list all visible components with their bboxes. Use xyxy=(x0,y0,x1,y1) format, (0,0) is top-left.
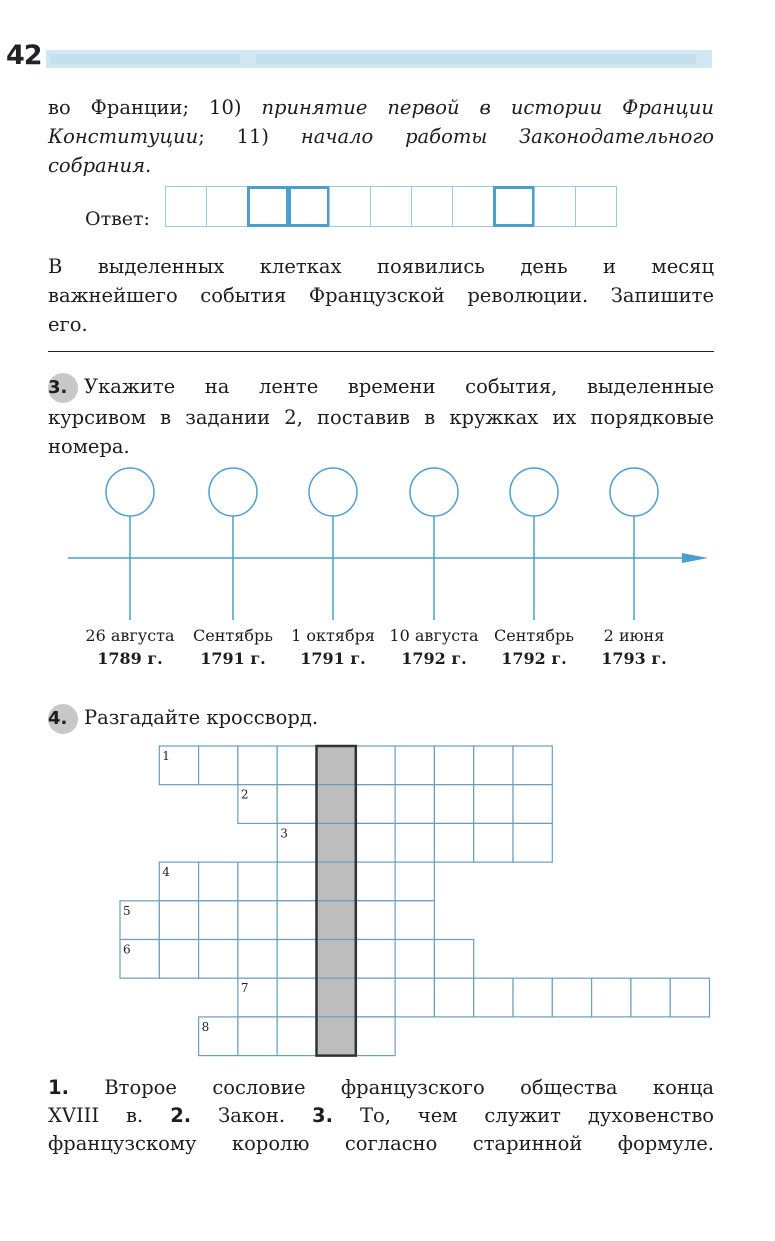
answer-cell[interactable] xyxy=(370,186,412,227)
header-band xyxy=(46,46,712,72)
note-line2: важнейшего события Французской революции. Запишите xyxy=(48,284,714,307)
clue1-num: 1. xyxy=(48,1076,69,1099)
clue2-num: 2. xyxy=(170,1104,192,1127)
answer-cell[interactable] xyxy=(534,186,576,227)
crossword-cell[interactable] xyxy=(474,823,513,862)
crossword-cell[interactable] xyxy=(513,746,552,785)
answer-cell[interactable] xyxy=(165,186,207,227)
answer-cell[interactable] xyxy=(411,186,453,227)
crossword-cell[interactable] xyxy=(395,940,434,979)
crossword-cell[interactable] xyxy=(395,785,434,824)
intro-line3: собрания. xyxy=(48,154,152,177)
crossword-cell[interactable] xyxy=(356,746,395,785)
timeline-label xyxy=(494,624,574,670)
crossword xyxy=(0,740,775,1070)
task3-badge: 3. xyxy=(48,373,78,403)
answer-cell[interactable] xyxy=(452,186,494,227)
answer-cell-highlighted[interactable] xyxy=(493,186,535,227)
crossword-cell-key[interactable] xyxy=(317,785,356,824)
note-line1: В выделенных клетках появились день и месяц xyxy=(48,255,714,278)
intro-paragraph xyxy=(48,93,714,180)
crossword-cell[interactable] xyxy=(513,978,552,1017)
timeline-label-date: Сентябрь xyxy=(193,626,273,645)
clue1-b: XVIII в. xyxy=(48,1104,144,1127)
task4-text: Разгадайте кроссворд. xyxy=(84,706,319,729)
crossword-cell[interactable] xyxy=(277,940,316,979)
answer-cell-highlighted[interactable] xyxy=(288,186,330,227)
answer-cell[interactable] xyxy=(329,186,371,227)
crossword-number: 5 xyxy=(123,903,131,918)
intro-line2-a: Конституции xyxy=(48,125,199,148)
crossword-cell[interactable] xyxy=(356,785,395,824)
timeline-label-year: 1791 г. xyxy=(200,649,266,668)
crossword-cell[interactable] xyxy=(434,823,473,862)
crossword-cell[interactable] xyxy=(356,940,395,979)
crossword-cell[interactable] xyxy=(356,978,395,1017)
crossword-cell[interactable] xyxy=(395,978,434,1017)
crossword-cell[interactable] xyxy=(277,978,316,1017)
timeline-label-date: 1 октября xyxy=(291,626,375,645)
crossword-cell[interactable] xyxy=(395,901,434,940)
crossword-cell[interactable] xyxy=(199,901,238,940)
crossword-number: 4 xyxy=(162,865,170,880)
crossword-cell[interactable] xyxy=(395,823,434,862)
timeline xyxy=(0,460,775,630)
clue1-a: Второе сословие французского общества конца xyxy=(104,1076,714,1099)
crossword-cell[interactable] xyxy=(513,785,552,824)
timeline-label-date: 2 июня xyxy=(603,626,665,645)
timeline-label xyxy=(291,624,375,670)
crossword-number: 1 xyxy=(162,749,170,763)
timeline-label-year: 1789 г. xyxy=(97,649,163,668)
task3-line3: номера. xyxy=(48,435,130,458)
crossword-cell-key[interactable] xyxy=(317,978,356,1017)
answer-cell[interactable] xyxy=(575,186,617,227)
answer-cell-highlighted[interactable] xyxy=(247,186,289,227)
task4-badge: 4. xyxy=(48,704,78,734)
crossword-cell[interactable] xyxy=(199,940,238,979)
crossword-cell[interactable] xyxy=(199,862,238,901)
crossword-cell[interactable] xyxy=(238,901,277,940)
timeline-label-year: 1792 г. xyxy=(501,649,567,668)
answer-label: Ответ: xyxy=(85,208,150,230)
crossword-cell[interactable] xyxy=(356,823,395,862)
answer-cells xyxy=(166,186,617,227)
crossword-cell[interactable] xyxy=(670,978,709,1017)
timeline-circle[interactable] xyxy=(410,468,458,516)
timeline-label xyxy=(85,624,174,670)
crossword-cell-key[interactable] xyxy=(317,823,356,862)
crossword-cell[interactable] xyxy=(238,746,277,785)
crossword-number: 6 xyxy=(123,942,131,957)
crossword-cell[interactable] xyxy=(277,901,316,940)
crossword-number: 7 xyxy=(240,981,249,996)
crossword-cell[interactable] xyxy=(277,746,316,785)
note-paragraph xyxy=(48,252,714,339)
timeline-label-date: 10 августа xyxy=(389,626,479,645)
crossword-cell-key[interactable] xyxy=(317,901,356,940)
crossword-cell-key[interactable] xyxy=(317,1017,356,1056)
intro-line1-b: принятие первой в истории Франции xyxy=(261,96,714,119)
timeline-label-year: 1792 г. xyxy=(401,649,467,668)
timeline-circle[interactable] xyxy=(309,468,357,516)
crossword-cell[interactable] xyxy=(474,978,513,1017)
crossword-cell[interactable] xyxy=(277,1017,316,1056)
crossword-number: 2 xyxy=(240,787,249,802)
crossword-cell[interactable] xyxy=(434,940,473,979)
crossword-cell[interactable] xyxy=(513,823,552,862)
clue3-num: 3. xyxy=(312,1104,333,1127)
timeline-arrow xyxy=(682,553,708,563)
timeline-labels xyxy=(0,624,775,674)
clue2: Закон. xyxy=(218,1104,286,1127)
intro-line1-a: во Франции; 10) xyxy=(48,96,262,119)
crossword-cell[interactable] xyxy=(434,785,473,824)
intro-line2-c: начало работы Законодательного xyxy=(300,125,715,148)
clues xyxy=(48,1074,714,1158)
crossword-cell[interactable] xyxy=(395,746,434,785)
crossword-cell[interactable] xyxy=(434,746,473,785)
answer-cell[interactable] xyxy=(206,186,248,227)
crossword-cell[interactable] xyxy=(356,862,395,901)
timeline-circle[interactable] xyxy=(209,468,257,516)
timeline-label-year: 1793 г. xyxy=(601,649,667,668)
timeline-label-date: Сентябрь xyxy=(494,626,574,645)
crossword-cell[interactable] xyxy=(238,1017,277,1056)
intro-line2-b: ; 11) xyxy=(198,125,301,148)
crossword-cell[interactable] xyxy=(159,940,198,979)
crossword-number: 3 xyxy=(280,826,288,841)
clue3-a: То, чем служит духовенство xyxy=(359,1104,715,1127)
crossword-cell-key[interactable] xyxy=(317,940,356,979)
timeline-label xyxy=(389,624,478,670)
crossword-cell-key[interactable] xyxy=(317,746,356,785)
crossword-cell[interactable] xyxy=(474,785,513,824)
crossword-cell[interactable] xyxy=(395,862,434,901)
task3-line2: курсивом в задании 2, поставив в кружках их порядковые xyxy=(48,406,714,429)
timeline-circle[interactable] xyxy=(106,468,154,516)
task4-heading xyxy=(48,703,714,734)
divider xyxy=(48,351,714,352)
clue3-b: французскому королю согласно старинной формуле. xyxy=(48,1132,714,1155)
crossword-cell[interactable] xyxy=(356,901,395,940)
note-line3: его. xyxy=(48,313,88,336)
crossword-cell[interactable] xyxy=(474,746,513,785)
timeline-label xyxy=(601,624,666,670)
task3-line1: Укажите на ленте времени события, выделенные xyxy=(84,375,714,398)
crossword-cell[interactable] xyxy=(592,978,631,1017)
page-number: 42 xyxy=(6,40,42,71)
timeline-label xyxy=(193,624,273,670)
crossword-cell[interactable] xyxy=(356,1017,395,1056)
crossword-cell[interactable] xyxy=(159,901,198,940)
crossword-cell[interactable] xyxy=(238,940,277,979)
crossword-cell[interactable] xyxy=(277,785,316,824)
timeline-label-date: 26 августа xyxy=(85,626,175,645)
crossword-cell[interactable] xyxy=(434,978,473,1017)
crossword-cell[interactable] xyxy=(199,746,238,785)
timeline-circle[interactable] xyxy=(610,468,658,516)
task3-paragraph xyxy=(48,372,714,461)
crossword-cell-key[interactable] xyxy=(317,862,356,901)
timeline-label-year: 1791 г. xyxy=(300,649,366,668)
timeline-circle[interactable] xyxy=(510,468,558,516)
crossword-cell[interactable] xyxy=(238,862,277,901)
crossword-cell[interactable] xyxy=(631,978,670,1017)
crossword-number: 8 xyxy=(201,1019,210,1034)
crossword-cell[interactable] xyxy=(277,862,316,901)
crossword-cell[interactable] xyxy=(552,978,591,1017)
